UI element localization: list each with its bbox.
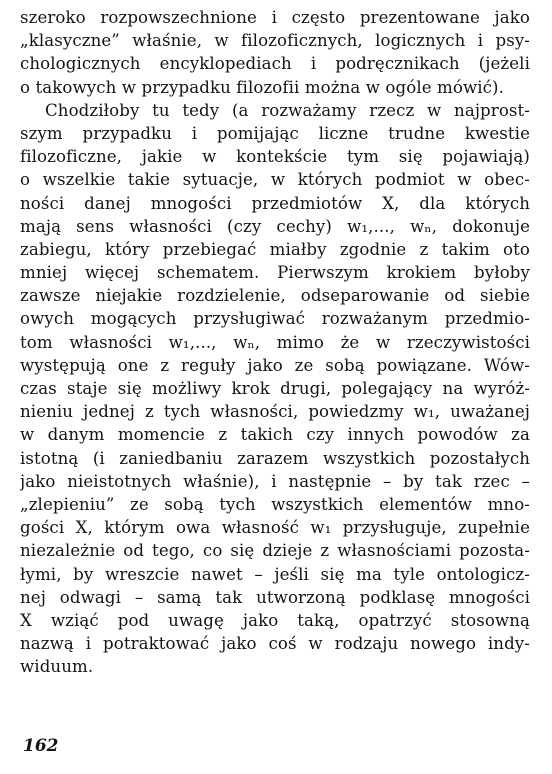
text-line: o takowych w przypadku filozofii można w ogóle mówić). [20, 77, 505, 97]
text-line: niezależnie od tego, co się dzieje z własnościami pozosta- [20, 541, 530, 561]
text-line: nej odwagi – samą tak utworzoną podklasę mnogości [20, 587, 530, 607]
text-line: mają sens własności (czy cechy) w₁,..., wₙ, dokonuje [20, 216, 530, 236]
text-line: nieniu jednej z tych własności, powiedzmy w₁, uważanej [20, 402, 530, 422]
text-line: o wszelkie takie sytuacje, w których podmiot w obec- [20, 170, 530, 190]
text-line: czas staje się możliwy krok drugi, polegający na wyróż- [20, 379, 530, 398]
text-line: istotną (i zaniedbaniu zarazem wszystkich pozostałych [20, 448, 530, 468]
text-line: nazwą i potraktować jako coś w rodzaju nowego indy- [20, 634, 530, 654]
text-line: filozoficzne, jakie w kontekście tym się pojawiają) [20, 147, 530, 167]
text-line: występują one z reguły jako ze sobą powiązane. Wów- [20, 355, 530, 375]
text-line: tom własności w₁,..., wₙ, mimo że w rzeczywistości [20, 332, 530, 352]
text-line: jako nieistotnych właśnie), i następnie – by tak rzec – [20, 471, 530, 491]
text-line: zabiegu, który przebiegać miałby zgodnie z takim oto [20, 239, 530, 259]
page-body [20, 6, 530, 678]
text-line: Chodziłoby tu tedy (a rozważamy rzecz w najprost- [45, 100, 530, 120]
text-line: w danym momencie z takich czy innych powodów za [20, 425, 530, 445]
text-line: szym przypadku i pomijając liczne trudne kwestie [20, 123, 530, 143]
text-line: „zlepieniu” ze sobą tych wszystkich elementów mno- [20, 494, 530, 514]
text-line: zawsze niejakie rozdzielenie, odseparowanie od siebie [20, 286, 530, 306]
paragraph-1 [20, 6, 530, 99]
text-line: X wziąć pod uwagę jako taką, opatrzyć stosowną [20, 610, 530, 630]
text-line: ności danej mnogości przedmiotów X, dla których [20, 193, 530, 213]
text-line: chologicznych encyklopediach i podręcznikach (jeżeli [20, 54, 530, 74]
text-line: mniej więcej schematem. Pierwszym krokiem byłoby [20, 263, 530, 283]
text-line: „klasyczne” właśnie, w filozoficznych, logicznych i psy- [20, 31, 530, 51]
page-number: 162 [23, 736, 59, 756]
text-line: łymi, by wreszcie nawet – jeśli się ma tyle ontologicz- [20, 564, 530, 584]
text-line: owych mogących przysługiwać rozważanym przedmio- [20, 309, 530, 329]
text-line: gości X, którym owa własność w₁ przysługuje, zupełnie [20, 518, 530, 538]
text-line: widuum. [20, 657, 94, 677]
paragraph-2 [20, 99, 530, 679]
text-line: szeroko rozpowszechnione i często prezentowane jako [20, 8, 530, 27]
